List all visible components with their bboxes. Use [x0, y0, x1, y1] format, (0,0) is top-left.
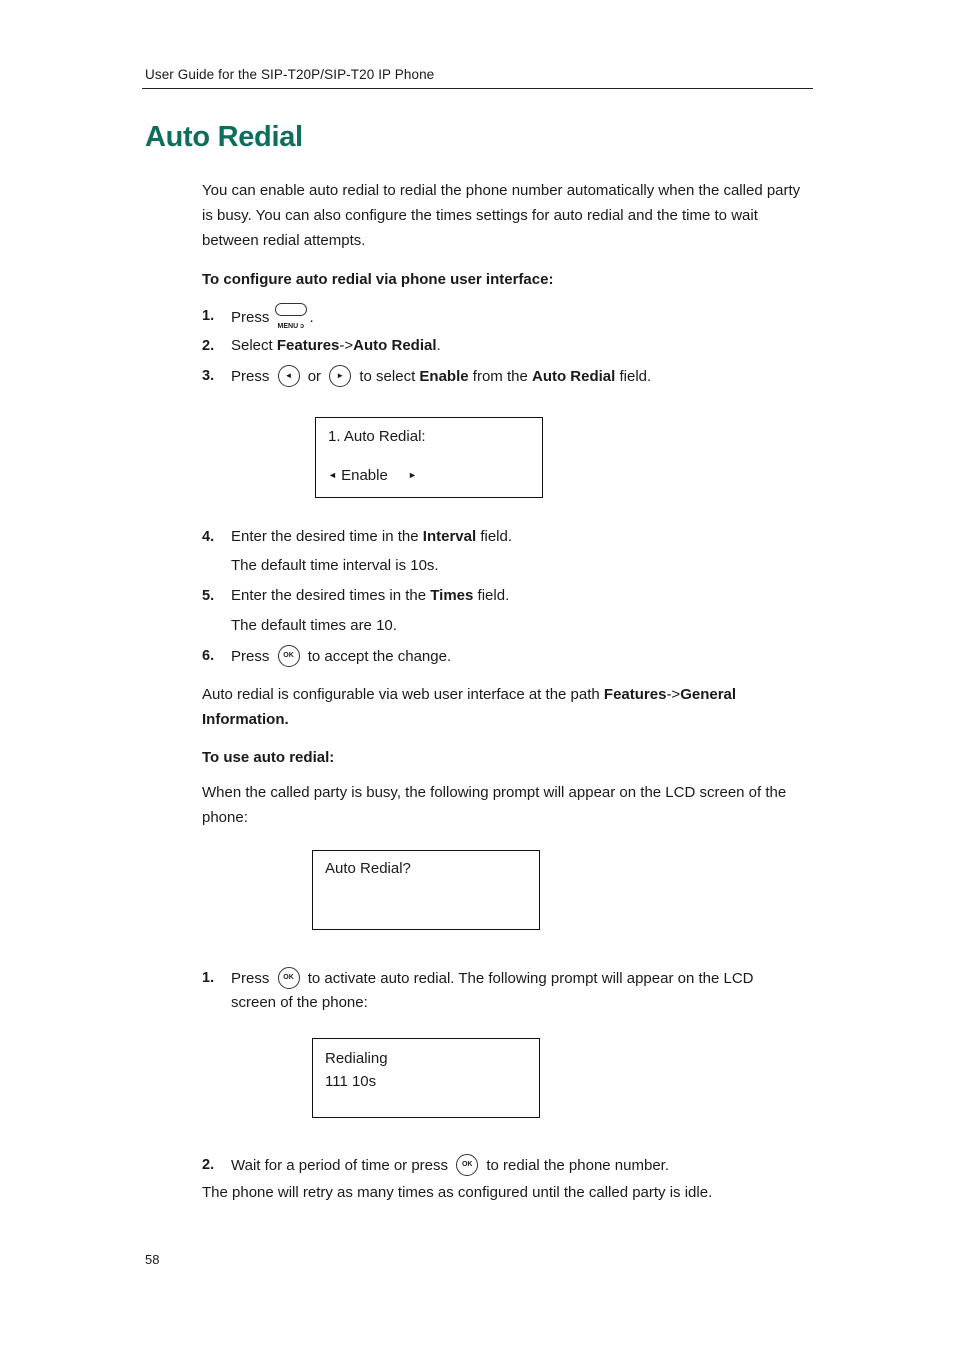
config-step-1: 1. Press MENU ↄ .	[0, 306, 954, 330]
web-config-note: Auto redial is configurable via web user interface at the path Features->General Information.	[202, 686, 737, 728]
config-step-4: 4. Enter the desired time in the Interval field.	[202, 528, 512, 545]
right-arrow-icon: ►	[407, 470, 417, 480]
use-intro-paragraph: When the called party is busy, the following prompt will appear on the LCD screen of the phone:	[202, 784, 787, 826]
right-navigation-key-icon: ►	[329, 365, 351, 387]
left-navigation-key-icon: ◄	[278, 365, 300, 387]
lcd-value: Enable	[341, 467, 388, 484]
ok-key-icon: OK	[278, 967, 300, 989]
step-number: 2.	[202, 1157, 215, 1173]
intro-paragraph: You can enable auto redial to redial the phone number automatically when the called party is busy. You can also configure the times settings for auto redial and the time to wait between redial attempts.	[202, 182, 801, 249]
use-step-2: 2. Wait for a period of time or press OK to redial the phone number.	[0, 1155, 954, 1179]
header-rule	[142, 88, 813, 89]
step-number: 1.	[202, 970, 215, 986]
config-step-6: 6. Press OK to accept the change.	[0, 646, 954, 670]
step-note: The default time interval is 10s.	[231, 557, 439, 574]
left-arrow-icon: ◄	[328, 470, 337, 480]
step-number: 1.	[202, 308, 215, 324]
lcd-screen-redialing: Redialing 111 10s	[312, 1038, 540, 1118]
config-step-2: 2. Select Features->Auto Redial.	[202, 337, 441, 354]
step-continuation: screen of the phone:	[231, 994, 368, 1011]
use-heading: To use auto redial:	[202, 749, 335, 766]
running-header: User Guide for the SIP-T20P/SIP-T20 IP Phone	[145, 67, 435, 82]
menu-path: Auto Redial	[353, 337, 437, 354]
closing-paragraph: The phone will retry as many times as configured until the called party is idle.	[202, 1184, 713, 1201]
step-note: The default times are 10.	[231, 617, 397, 634]
menu-path: Features	[276, 337, 340, 354]
ok-key-icon: OK	[278, 645, 300, 667]
lcd-screen-auto-redial-prompt: Auto Redial?	[312, 850, 540, 930]
menu-key-icon	[274, 303, 310, 330]
menu-key-label: MENU ↄ	[277, 323, 304, 330]
config-step-5: 5. Enter the desired times in the Times field.	[202, 587, 510, 604]
page-number: 58	[145, 1252, 160, 1267]
step-number: 6.	[202, 648, 215, 664]
config-step-3: 3. Press ◄ or ► to select Enable from the Auto Redial field.	[0, 366, 954, 390]
step-text: Press	[231, 308, 270, 326]
ok-key-icon: OK	[456, 1154, 478, 1176]
section-title: Auto Redial	[145, 121, 303, 153]
lcd-screen-auto-redial-setting: 1. Auto Redial: ◄ Enable ►	[315, 417, 543, 498]
step-number: 3.	[202, 368, 215, 384]
step-number: 5.	[202, 588, 215, 604]
step-number: 2.	[202, 338, 215, 354]
configure-heading: To configure auto redial via phone user interface:	[202, 271, 554, 288]
use-step-1: 1. Press OK to activate auto redial. The following prompt will appear on the LCD	[0, 968, 954, 992]
step-number: 4.	[202, 529, 215, 545]
